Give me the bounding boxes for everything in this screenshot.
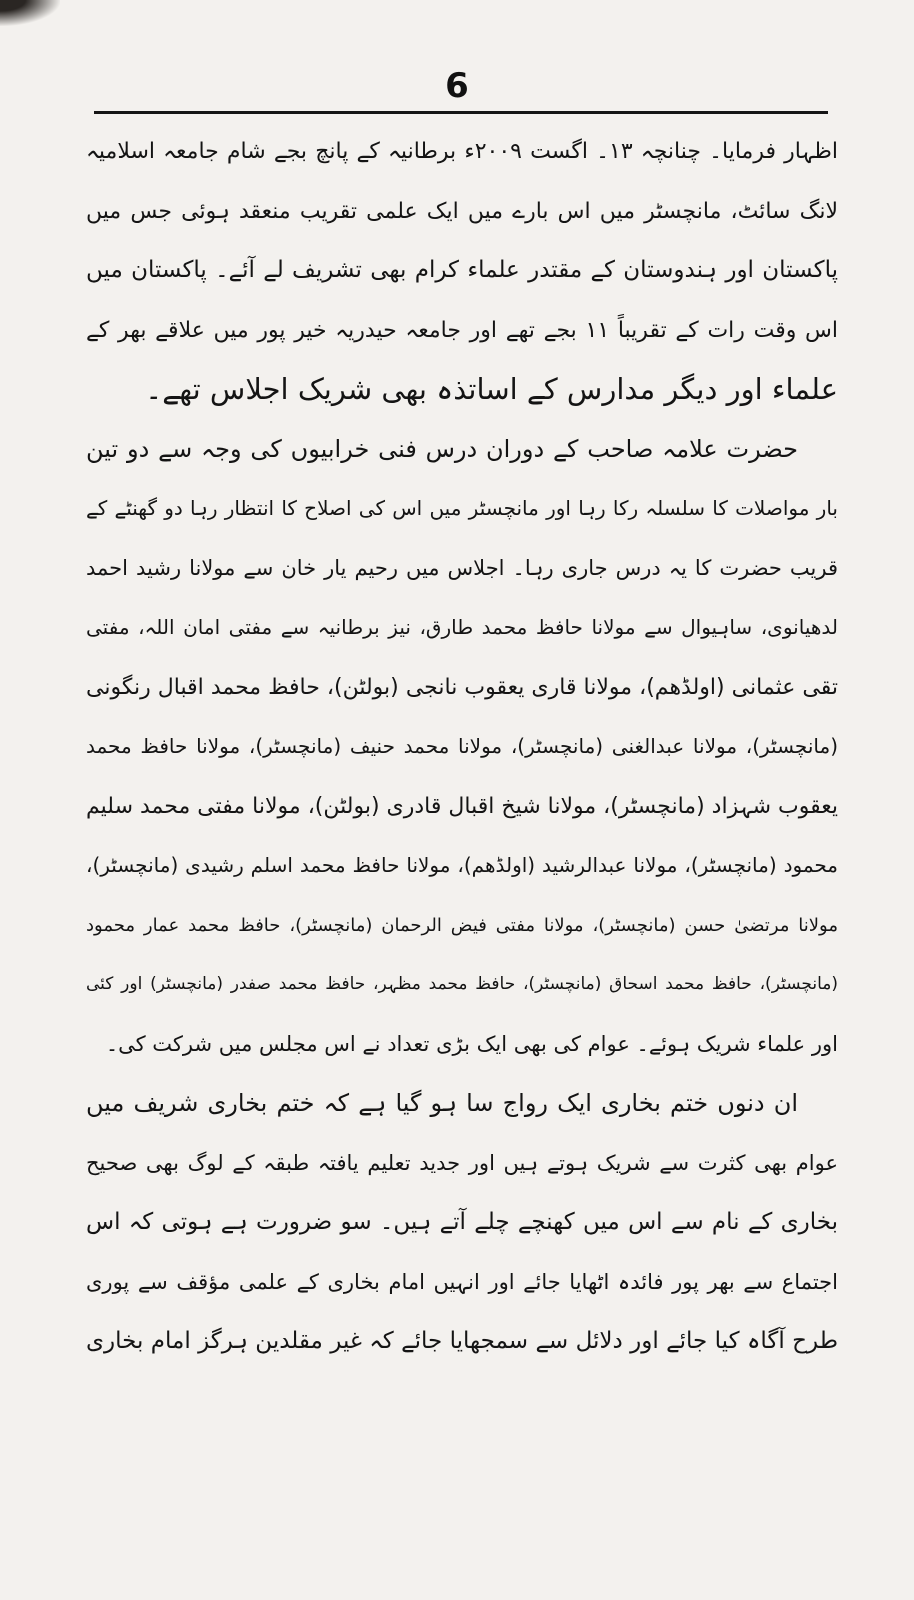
text-line: (مانچسٹر)، مولانا عبدالغنی (مانچسٹر)، مولانا محمد حنیف (مانچسٹر)، مولانا حافظ محمد [86,734,838,758]
text-line: تقی عثمانی (اولڈھم)، مولانا قاری یعقوب نانجی (بولٹن)، حافظ محمد اقبال رنگونی [86,674,838,700]
text-line: بار مواصلات کا سلسلہ رکا رہا اور مانچسٹر میں اس کی اصلاح کا انتظار رہا دو گھنٹے کے [86,496,838,520]
body-text [86,122,838,1372]
text-line: اس وقت رات کے تقریباً ۱۱ بجے تھے اور جامعہ حیدریہ خیر پور میں علاقے بھر کے [86,317,838,343]
text-line: لانگ سائٹ، مانچسٹر میں اس بارے میں ایک علمی تقریب منعقد ہوئی جس میں [86,198,838,224]
page-number: 6 [445,66,469,106]
text-line: اور علماء شریک ہوئے۔ عوام کی بھی ایک بڑی تعداد نے اس مجلس میں شرکت کی۔ [105,1031,838,1056]
text-line: (مانچسٹر)، حافظ محمد اسحاق (مانچسٹر)، حافظ محمد مظہر، حافظ محمد صفدر (مانچسٹر) اور کئی [86,974,838,994]
header-rule [94,111,828,114]
text-line: محمود (مانچسٹر)، مولانا عبدالرشید (اولڈھم)، مولانا حافظ محمد اسلم رشیدی (مانچسٹر)، [86,853,838,877]
text-line: لدھیانوی، ساہیوال سے مولانا حافظ محمد طارق، نیز برطانیہ سے مفتی امان اللہ، مفتی [86,615,838,639]
text-line: حضرت علامہ صاحب کے دوران درس فنی خرابیوں کی وجہ سے دو تین [86,434,798,463]
text-line: قریب حضرت کا یہ درس جاری رہا۔ اجلاس میں رحیم یار خان سے مولانا رشید احمد [86,555,838,580]
page-edge-shadow [0,0,60,26]
text-line: پاکستان اور ہندوستان کے مقتدر علماء کرام بھی تشریف لے آئے۔ پاکستان میں [86,257,838,283]
text-line: بخاری کے نام سے اس میں کھنچے چلے آتے ہیں۔ سو ضرورت ہے ہوتی کہ اس [86,1209,838,1235]
text-line: ان دنوں ختم بخاری ایک رواج سا ہو گیا ہے کہ ختم بخاری شریف میں [86,1089,798,1117]
text-line: اجتماع سے بھر پور فائدہ اٹھایا جائے اور انہیں امام بخاری کے علمی مؤقف سے پوری [86,1269,838,1294]
text-line: اظہار فرمایا۔ چنانچہ ۱۳۔ اگست ۲۰۰۹ء برطانیہ کے پانچ بجے شام جامعہ اسلامیہ [86,139,838,164]
text-line: یعقوب شہزاد (مانچسٹر)، مولانا شیخ اقبال قادری (بولٹن)، مولانا مفتی محمد سلیم [86,793,838,819]
text-line: علماء اور دیگر مدارس کے اساتذہ بھی شریک اجلاس تھے۔ [145,372,838,406]
text-line: مولانا مرتضیٰ حسن (مانچسٹر)، مولانا مفتی فیض الرحمان (مانچسٹر)، حافظ محمد عمار محمود [86,914,838,936]
text-line: عوام بھی کثرت سے شریک ہوتے ہیں اور جدید تعلیم یافتہ طبقہ کے لوگ بھی صحیح [86,1150,838,1175]
text-line: طرح آگاہ کیا جائے اور دلائل سے سمجھایا جائے کہ غیر مقلدین ہرگز امام بخاری [86,1328,838,1354]
